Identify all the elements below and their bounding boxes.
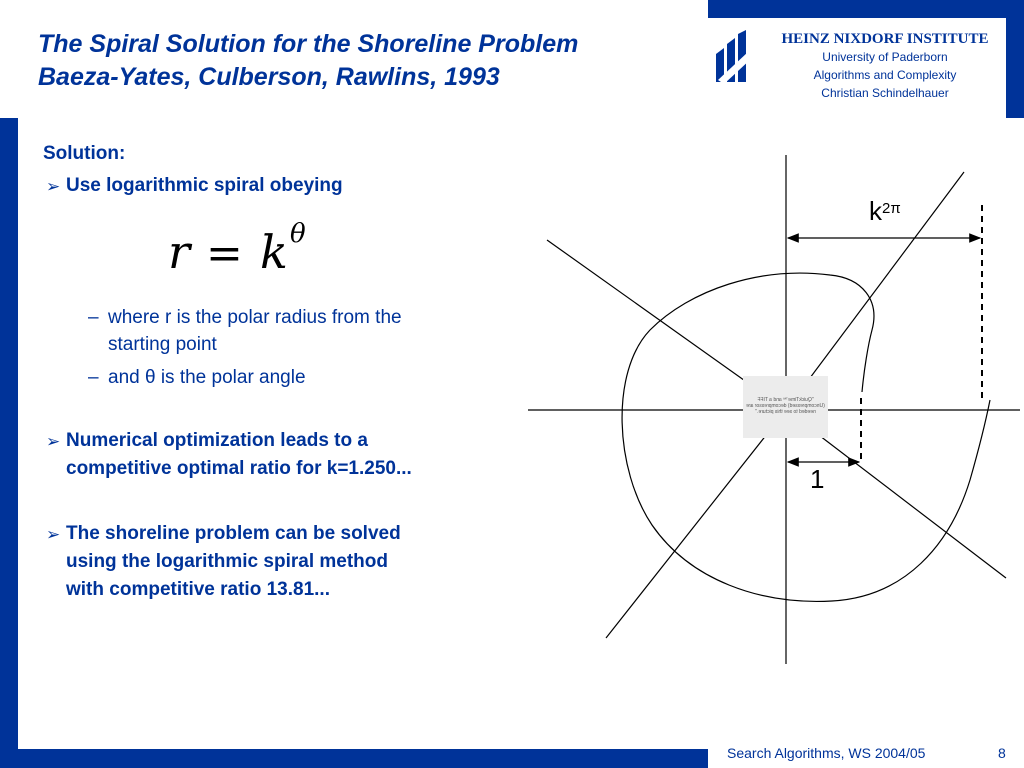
bullet-3-line2: using the logarithmic spiral method	[66, 551, 388, 572]
author-name: Christian Schindelhauer	[821, 86, 949, 100]
slide-subtitle: Baeza-Yates, Culberson, Rawlins, 1993	[38, 63, 500, 91]
formula-lhs: r	[168, 225, 190, 278]
label-one: 1	[810, 464, 825, 494]
institute-name: HEINZ NIXDORF INSTITUTE	[781, 31, 989, 47]
bullet-2-line1: Numerical optimization leads to a	[66, 430, 368, 451]
quicktime-placeholder-image: "QuickTime™ and a TIFF (Uncompressed) decompressor are needed to see this picture."	[743, 376, 828, 438]
label-2pi: 2π	[882, 200, 901, 217]
bullet-2-line2: competitive optimal ratio for k=1.250...	[66, 458, 412, 479]
solution-heading: Solution:	[43, 143, 126, 164]
sub-bullet-1: where r is the polar radius from the	[108, 307, 402, 328]
formula-op: =	[206, 228, 243, 278]
arrow-bullet-icon: ➢	[46, 525, 61, 544]
formula-base: k	[260, 225, 288, 278]
dash-icon: –	[88, 367, 99, 388]
slide-title: The Spiral Solution for the Shoreline Problem	[38, 30, 579, 58]
dash-icon: –	[88, 307, 99, 328]
label-k: k	[869, 196, 882, 226]
arrow-bullet-icon: ➢	[46, 177, 61, 196]
sub-bullet-1-cont: starting point	[108, 334, 217, 355]
bullet-1: Use logarithmic spiral obeying	[66, 175, 343, 196]
group-name: Algorithms and Complexity	[813, 68, 957, 82]
page-number: 8	[998, 745, 1006, 761]
footer-course: Search Algorithms, WS 2004/05	[727, 745, 926, 761]
university-name: University of Paderborn	[822, 50, 948, 64]
label-k-2pi	[869, 197, 901, 225]
bullet-3-line3: with competitive ratio 13.81...	[66, 579, 330, 600]
bullet-3-line1: The shoreline problem can be solved	[66, 523, 401, 544]
formula-exponent: θ	[290, 219, 306, 249]
ray-lower-left	[606, 410, 786, 638]
sub-bullet-2: and θ is the polar angle	[108, 367, 306, 388]
arrow-bullet-icon: ➢	[46, 432, 61, 451]
